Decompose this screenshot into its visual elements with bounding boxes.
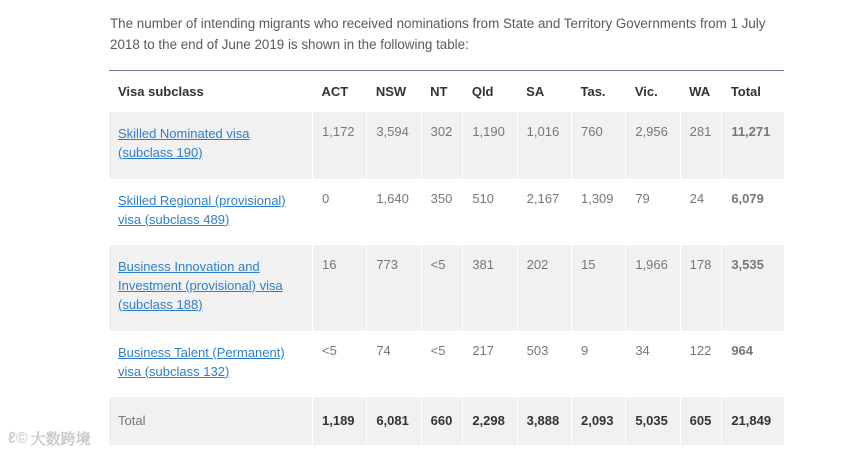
header-vic: Vic. bbox=[634, 83, 658, 99]
total-value-cell: 660 bbox=[421, 397, 463, 445]
value-cell: 1,309 bbox=[571, 179, 625, 245]
table-row bbox=[109, 179, 784, 245]
header-qld: Qld bbox=[471, 83, 494, 99]
visa-link-132[interactable]: Business Talent (Permanent) visa (subclass 132) bbox=[118, 344, 285, 379]
total-value-cell: 2,298 bbox=[463, 397, 517, 445]
table-row bbox=[109, 331, 784, 397]
row-total-cell: 964 bbox=[722, 331, 784, 397]
value-cell: 9 bbox=[571, 331, 625, 397]
total-value-cell: 1,189 bbox=[313, 397, 367, 445]
total-value-cell: 3,888 bbox=[517, 397, 571, 445]
header-sa: SA bbox=[526, 83, 545, 99]
totals-label: Total bbox=[109, 397, 313, 445]
header-nsw: NSW bbox=[375, 83, 407, 99]
total-value-cell: 2,093 bbox=[571, 397, 625, 445]
value-cell: 122 bbox=[680, 331, 722, 397]
value-cell: 503 bbox=[517, 331, 571, 397]
value-cell: <5 bbox=[313, 331, 367, 397]
watermark-logo-icon: ℓ© bbox=[8, 429, 28, 447]
value-cell: 79 bbox=[626, 179, 680, 245]
value-cell: 202 bbox=[517, 245, 571, 331]
row-total-cell: 3,535 bbox=[722, 245, 784, 331]
table-row bbox=[109, 245, 784, 331]
visa-name-cell bbox=[109, 331, 313, 397]
grand-total-cell: 21,849 bbox=[722, 397, 784, 445]
value-cell: 381 bbox=[463, 245, 517, 331]
value-cell: 510 bbox=[463, 179, 517, 245]
value-cell: 773 bbox=[367, 245, 421, 331]
visa-link-489[interactable]: Skilled Regional (provisional) visa (subclass 489) bbox=[118, 192, 286, 227]
value-cell: 24 bbox=[680, 179, 722, 245]
value-cell: 74 bbox=[367, 331, 421, 397]
value-cell: 1,016 bbox=[517, 112, 571, 179]
value-cell: 1,172 bbox=[313, 112, 367, 179]
total-value-cell: 5,035 bbox=[626, 397, 680, 445]
header-nt: NT bbox=[430, 83, 448, 99]
visa-link-190[interactable]: Skilled Nominated visa (subclass 190) bbox=[118, 125, 250, 160]
value-cell: 1,640 bbox=[367, 179, 421, 245]
value-cell: 281 bbox=[680, 112, 722, 179]
value-cell: 0 bbox=[313, 179, 367, 245]
visa-name-cell bbox=[109, 112, 313, 179]
header-act: ACT bbox=[321, 83, 349, 99]
watermark bbox=[8, 428, 91, 449]
total-value-cell: 6,081 bbox=[367, 397, 421, 445]
value-cell: 302 bbox=[421, 112, 463, 179]
header-total: Total bbox=[730, 83, 761, 99]
value-cell: <5 bbox=[421, 331, 463, 397]
value-cell: 178 bbox=[680, 245, 722, 331]
value-cell: 16 bbox=[313, 245, 367, 331]
header-tas: Tas. bbox=[580, 83, 606, 99]
value-cell: 1,966 bbox=[626, 245, 680, 331]
intro-paragraph: The number of intending migrants who received nominations from State and Territory Governments from 1 July 2018 to the end of June 2019 is shown in the following table: bbox=[110, 16, 766, 52]
value-cell: 760 bbox=[571, 112, 625, 179]
header-wa: WA bbox=[689, 83, 711, 99]
row-total-cell: 11,271 bbox=[722, 112, 784, 179]
value-cell: 1,190 bbox=[463, 112, 517, 179]
value-cell: 34 bbox=[626, 331, 680, 397]
value-cell: 3,594 bbox=[367, 112, 421, 179]
value-cell: <5 bbox=[421, 245, 463, 331]
value-cell: 217 bbox=[463, 331, 517, 397]
total-value-cell: 605 bbox=[680, 397, 722, 445]
visa-name-cell bbox=[109, 245, 313, 331]
totals-row bbox=[109, 397, 784, 445]
table-header-row bbox=[109, 71, 784, 112]
visa-link-188[interactable]: Business Innovation and Investment (provisional) visa (subclass 188) bbox=[118, 258, 283, 312]
header-visa-subclass: Visa subclass bbox=[118, 83, 204, 99]
value-cell: 15 bbox=[571, 245, 625, 331]
value-cell: 350 bbox=[421, 179, 463, 245]
nominations-table bbox=[109, 70, 784, 445]
row-total-cell: 6,079 bbox=[722, 179, 784, 245]
visa-name-cell bbox=[109, 179, 313, 245]
table-row bbox=[109, 112, 784, 179]
value-cell: 2,956 bbox=[626, 112, 680, 179]
value-cell: 2,167 bbox=[517, 179, 571, 245]
watermark-text: 大数跨境 bbox=[30, 431, 91, 448]
